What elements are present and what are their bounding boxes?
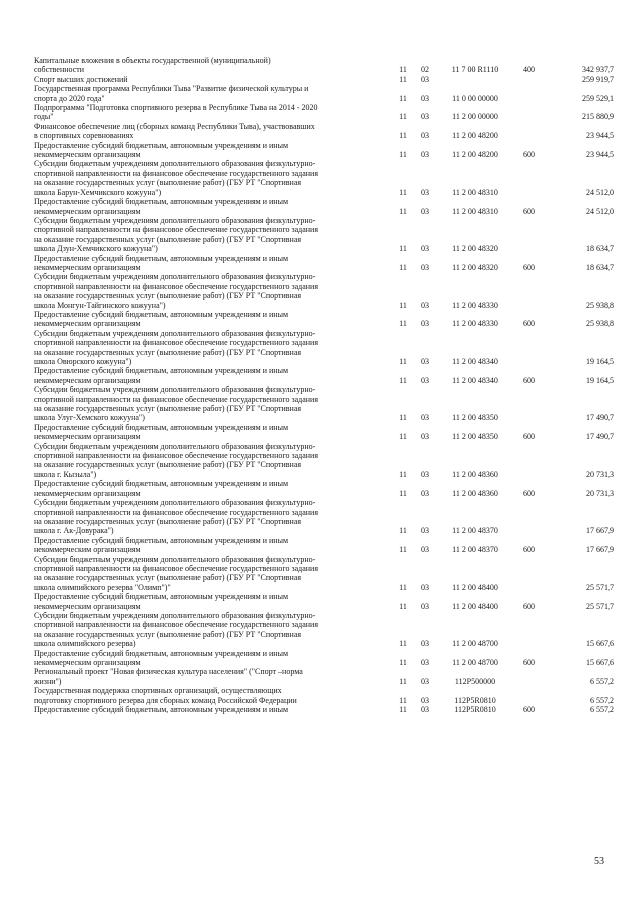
row-subsection-code: 03 (421, 206, 429, 216)
row-expense-type: 400 (523, 65, 535, 75)
row-description: Предоставление субсидий бюджетным, автономным учреждениям и иным некоммерческим организациям (34, 422, 289, 442)
row-expense-type: 600 (523, 432, 535, 442)
row-description: Субсидии бюджетным учреждениям дополнительного образования физкультурно- спортивной направленности на финансовое обеспечение государственного задания на оказание государственных услуг (выполнение работ) (ГБУ РТ "Спортивная школа г. Кызыла") (34, 441, 319, 479)
row-description: Субсидии бюджетным учреждениям дополнительного образования физкультурно- спортивной направленности на финансовое обеспечение государственного задания на оказание государственных услуг (выполнение работ) (ГБУ РТ "Спортивная школа Барун-Хемчикского кожууна") (34, 159, 319, 197)
row-subsection-code: 03 (421, 112, 429, 122)
row-subsection-code: 03 (421, 676, 429, 686)
row-target-code: 11 2 00 48310 (452, 206, 498, 216)
row-subsection-code: 03 (421, 319, 429, 329)
row-target-code: 112P500000 (454, 676, 496, 686)
table-row (34, 705, 614, 714)
table-row (34, 197, 614, 216)
row-amount: 18 634,7 (586, 262, 614, 272)
table-row (34, 103, 614, 122)
row-target-code: 11 2 00 48320 (452, 262, 498, 272)
table-row (34, 329, 614, 367)
row-description: Капитальные вложения в объекты государственной (муниципальной) собственности (34, 56, 271, 75)
row-subsection-code: 03 (421, 375, 429, 385)
row-amount: 17 490,7 (586, 413, 614, 423)
row-subsection-code: 03 (421, 469, 429, 479)
row-description: Субсидии бюджетным учреждениям дополнительного образования физкультурно- спортивной направленности на финансовое обеспечение государственного задания на оказание государственных услуг (выполнение работ) (ГБУ РТ "Спортивная школа Овюрского кожууна") (34, 328, 319, 366)
row-target-code: 11 2 00 48350 (452, 413, 498, 423)
table-row (34, 141, 614, 160)
row-subsection-code: 03 (421, 705, 429, 715)
row-amount: 17 667,9 (586, 545, 614, 555)
row-target-code: 112P5R0810 (454, 695, 496, 705)
row-target-code: 11 2 00 48350 (452, 432, 498, 442)
row-subsection-code: 03 (421, 357, 429, 366)
row-description: Предоставление субсидий бюджетным, автономным учреждениям и иным некоммерческим организациям (34, 479, 289, 498)
row-subsection-code: 03 (421, 262, 429, 272)
row-section-code: 11 (399, 300, 407, 310)
row-description: Предоставление субсидий бюджетным, автономным учреждениям и иным некоммерческим организациям (34, 592, 289, 611)
row-amount: 23 944,5 (586, 150, 614, 160)
table-row (34, 385, 614, 423)
table-row (34, 56, 614, 75)
row-amount: 20 731,3 (586, 469, 614, 479)
row-description: Спорт высших достижений (34, 74, 128, 84)
row-subsection-code: 03 (421, 582, 429, 592)
row-description: Государственная поддержка спортивных организаций, осуществляющих подготовку спортивного резерва для сборных команд Российской Федерации (34, 686, 297, 705)
row-section-code: 11 (399, 545, 407, 555)
table-row (34, 254, 614, 273)
row-amount: 19 164,5 (586, 375, 614, 385)
row-amount: 215 880,9 (582, 112, 614, 122)
row-description: Региональный проект "Новая физическая культура населения" ("Спорт –норма жизни") (34, 667, 303, 686)
row-target-code: 11 2 00 48340 (452, 375, 498, 385)
row-amount: 259 529,1 (582, 93, 614, 103)
row-section-code: 11 (399, 488, 407, 498)
row-amount: 23 944,5 (586, 131, 614, 141)
row-section-code: 11 (399, 357, 407, 366)
row-section-code: 11 (399, 319, 407, 329)
row-description: Субсидии бюджетным учреждениям дополнительного образования физкультурно- спортивной направленности на финансовое обеспечение государственного задания на оказание государственных услуг (выполнение работ) (ГБУ РТ "Спортивная школа Дзун-Хемчикского кожууна") (34, 215, 319, 254)
row-target-code: 11 7 00 R1110 (451, 65, 499, 75)
row-expense-type: 600 (523, 375, 535, 385)
row-section-code: 11 (399, 526, 407, 536)
row-target-code: 11 2 00 48310 (452, 187, 498, 197)
row-expense-type: 600 (523, 658, 535, 667)
row-section-code: 11 (399, 469, 407, 479)
row-section-code: 11 (399, 639, 407, 649)
row-section-code: 11 (399, 676, 407, 686)
row-expense-type: 600 (523, 206, 535, 216)
row-description: Субсидии бюджетным учреждениям дополнительного образования физкультурно- спортивной направленности на финансовое обеспечение государственного задания на оказание государственных услуг (выполнение работ) (ГБУ РТ "Спортивная школа Улуг-Хемского кожууна") (34, 385, 319, 423)
row-amount: 6 557,2 (590, 695, 614, 705)
table-row (34, 159, 614, 197)
row-description: Подпрограмма "Подготовка спортивного резерва в Республике Тыва на 2014 - 2020 годы" (34, 103, 318, 122)
row-target-code: 11 2 00 48320 (452, 244, 498, 254)
row-target-code: 11 2 00 48330 (452, 319, 498, 329)
row-section-code: 11 (399, 601, 407, 611)
row-subsection-code: 03 (421, 601, 429, 611)
table-row (34, 442, 614, 480)
row-description: Предоставление субсидий бюджетным, автономным учреждениям и иным некоммерческим организациям (34, 197, 289, 216)
table-row (34, 667, 614, 686)
row-target-code: 11 2 00 48200 (452, 131, 498, 141)
row-amount: 18 634,7 (586, 244, 614, 254)
table-row (34, 423, 614, 442)
row-section-code: 11 (399, 375, 407, 385)
row-target-code: 11 2 00 48400 (452, 582, 498, 592)
row-target-code: 112P5R0810 (454, 705, 496, 715)
row-amount: 17 667,9 (586, 526, 614, 536)
row-description: Предоставление субсидий бюджетным, автономным учреждениям и иным некоммерческим организациям (34, 535, 289, 555)
row-target-code: 11 2 00 48700 (452, 658, 498, 667)
row-target-code: 11 2 00 48330 (452, 300, 498, 310)
row-description: Предоставление субсидий бюджетным, автономным учреждениям и иным некоммерческим организациям (34, 309, 289, 329)
row-amount: 15 667,6 (586, 658, 614, 667)
row-section-code: 11 (399, 74, 407, 84)
row-amount: 17 490,7 (586, 432, 614, 442)
row-section-code: 11 (399, 112, 407, 122)
row-amount: 19 164,5 (586, 357, 614, 366)
row-subsection-code: 03 (421, 488, 429, 498)
row-expense-type: 600 (523, 705, 535, 715)
table-row (34, 498, 614, 536)
row-expense-type: 600 (523, 488, 535, 498)
row-description: Финансовое обеспечение лиц (сборных команд Республики Тыва), участвовавших в спортивных соревнованиях (34, 121, 315, 141)
row-amount: 342 937,7 (582, 65, 614, 75)
row-amount: 25 571,7 (586, 601, 614, 611)
row-subsection-code: 03 (421, 695, 429, 705)
row-amount: 25 571,7 (586, 582, 614, 592)
row-expense-type: 600 (523, 262, 535, 272)
row-description: Субсидии бюджетным учреждениям дополнительного образования физкультурно- спортивной направленности на финансовое обеспечение государственного задания на оказание государственных услуг (выполнение работ) (ГБУ РТ "Спортивная школа Монгун-Тайгинского кожууна") (34, 272, 319, 310)
row-description: Предоставление субсидий бюджетным, автономным учреждениям и иным некоммерческим организациям (34, 253, 289, 272)
table-row (34, 216, 614, 254)
row-amount: 24 512,0 (586, 187, 614, 197)
row-amount: 15 667,6 (586, 639, 614, 649)
row-subsection-code: 03 (421, 545, 429, 555)
row-target-code: 11 2 00 48370 (452, 526, 498, 536)
row-subsection-code: 03 (421, 187, 429, 197)
table-row (34, 649, 614, 668)
row-description: Государственная программа Республики Тыва "Развитие физической культуры и спорта до 2020 года" (34, 84, 309, 103)
row-description: Предоставление субсидий бюджетным, автономным учреждениям и иным некоммерческим организациям (34, 648, 289, 667)
row-subsection-code: 03 (421, 300, 429, 310)
row-subsection-code: 02 (421, 65, 429, 75)
row-description: Предоставление субсидий бюджетным, автономным учреждениям и иным некоммерческим организациям (34, 366, 289, 385)
row-amount: 20 731,3 (586, 488, 614, 498)
row-target-code: 11 2 00 48700 (452, 639, 498, 649)
row-subsection-code: 03 (421, 432, 429, 442)
row-target-code: 11 2 00 48360 (452, 469, 498, 479)
row-expense-type: 600 (523, 545, 535, 555)
row-expense-type: 600 (523, 601, 535, 611)
table-row (34, 272, 614, 310)
row-subsection-code: 03 (421, 413, 429, 423)
row-target-code: 11 2 00 48360 (452, 488, 498, 498)
row-section-code: 11 (399, 244, 407, 254)
row-amount: 259 919,7 (582, 74, 614, 84)
row-section-code: 11 (399, 413, 407, 423)
row-description: Предоставление субсидий бюджетным, автономным учреждениям и иным некоммерческим организациям (34, 140, 289, 160)
page-number: 53 (594, 856, 604, 867)
row-amount: 6 557,2 (590, 705, 614, 715)
table-row (34, 310, 614, 329)
row-subsection-code: 03 (421, 244, 429, 254)
row-section-code: 11 (399, 705, 407, 715)
row-subsection-code: 03 (421, 658, 429, 667)
row-target-code: 11 2 00 48340 (452, 357, 498, 366)
row-section-code: 11 (399, 131, 407, 141)
row-subsection-code: 03 (421, 131, 429, 141)
table-row (34, 122, 614, 141)
table-row (34, 555, 614, 593)
row-section-code: 11 (399, 695, 407, 705)
row-section-code: 11 (399, 187, 407, 197)
row-section-code: 11 (399, 432, 407, 442)
row-subsection-code: 03 (421, 93, 429, 103)
table-row (34, 592, 614, 611)
row-target-code: 11 2 00 00000 (452, 112, 498, 122)
row-section-code: 11 (399, 582, 407, 592)
row-section-code: 11 (399, 150, 407, 160)
row-section-code: 11 (399, 65, 407, 75)
row-target-code: 11 2 00 48370 (452, 545, 498, 555)
row-description: Предоставление субсидий бюджетным, автономным учреждениям и иным (34, 705, 289, 715)
row-target-code: 11 2 00 48200 (452, 150, 498, 160)
table-row (34, 536, 614, 555)
budget-table (34, 56, 614, 714)
table-row (34, 611, 614, 649)
row-subsection-code: 03 (421, 639, 429, 649)
row-section-code: 11 (399, 206, 407, 216)
row-section-code: 11 (399, 658, 407, 667)
table-row (34, 479, 614, 498)
row-section-code: 11 (399, 93, 407, 103)
row-section-code: 11 (399, 262, 407, 272)
row-subsection-code: 03 (421, 74, 429, 84)
row-subsection-code: 03 (421, 150, 429, 160)
row-amount: 25 938,8 (586, 319, 614, 329)
table-row (34, 84, 614, 103)
table-row (34, 686, 614, 705)
row-amount: 6 557,2 (590, 676, 614, 686)
row-expense-type: 600 (523, 319, 535, 329)
row-amount: 24 512,0 (586, 206, 614, 216)
row-description: Субсидии бюджетным учреждениям дополнительного образования физкультурно- спортивной направленности на финансовое обеспечение государственного задания на оказание государственных услуг (выполнение работ) (ГБУ РТ "Спортивная школа олимпийского резерва) (34, 610, 319, 649)
row-description: Субсидии бюджетным учреждениям дополнительного образования физкультурно- спортивной направленности на финансовое обеспечение государственного задания на оказание государственных услуг (выполнение работ) (ГБУ РТ "Спортивная школа г. Ак-Довурака") (34, 498, 319, 536)
row-subsection-code: 03 (421, 526, 429, 536)
table-row (34, 75, 614, 84)
row-target-code: 11 0 00 00000 (452, 93, 498, 103)
row-description: Субсидии бюджетным учреждениям дополнительного образования физкультурно- спортивной направленности на финансовое обеспечение государственного задания на оказание государственных услуг (выполнение работ) (ГБУ РТ "Спортивная школа олимпийского резерва "Олимп")" (34, 554, 319, 592)
row-expense-type: 600 (523, 150, 535, 160)
table-row (34, 366, 614, 385)
row-amount: 25 938,8 (586, 300, 614, 310)
row-target-code: 11 2 00 48400 (452, 601, 498, 611)
